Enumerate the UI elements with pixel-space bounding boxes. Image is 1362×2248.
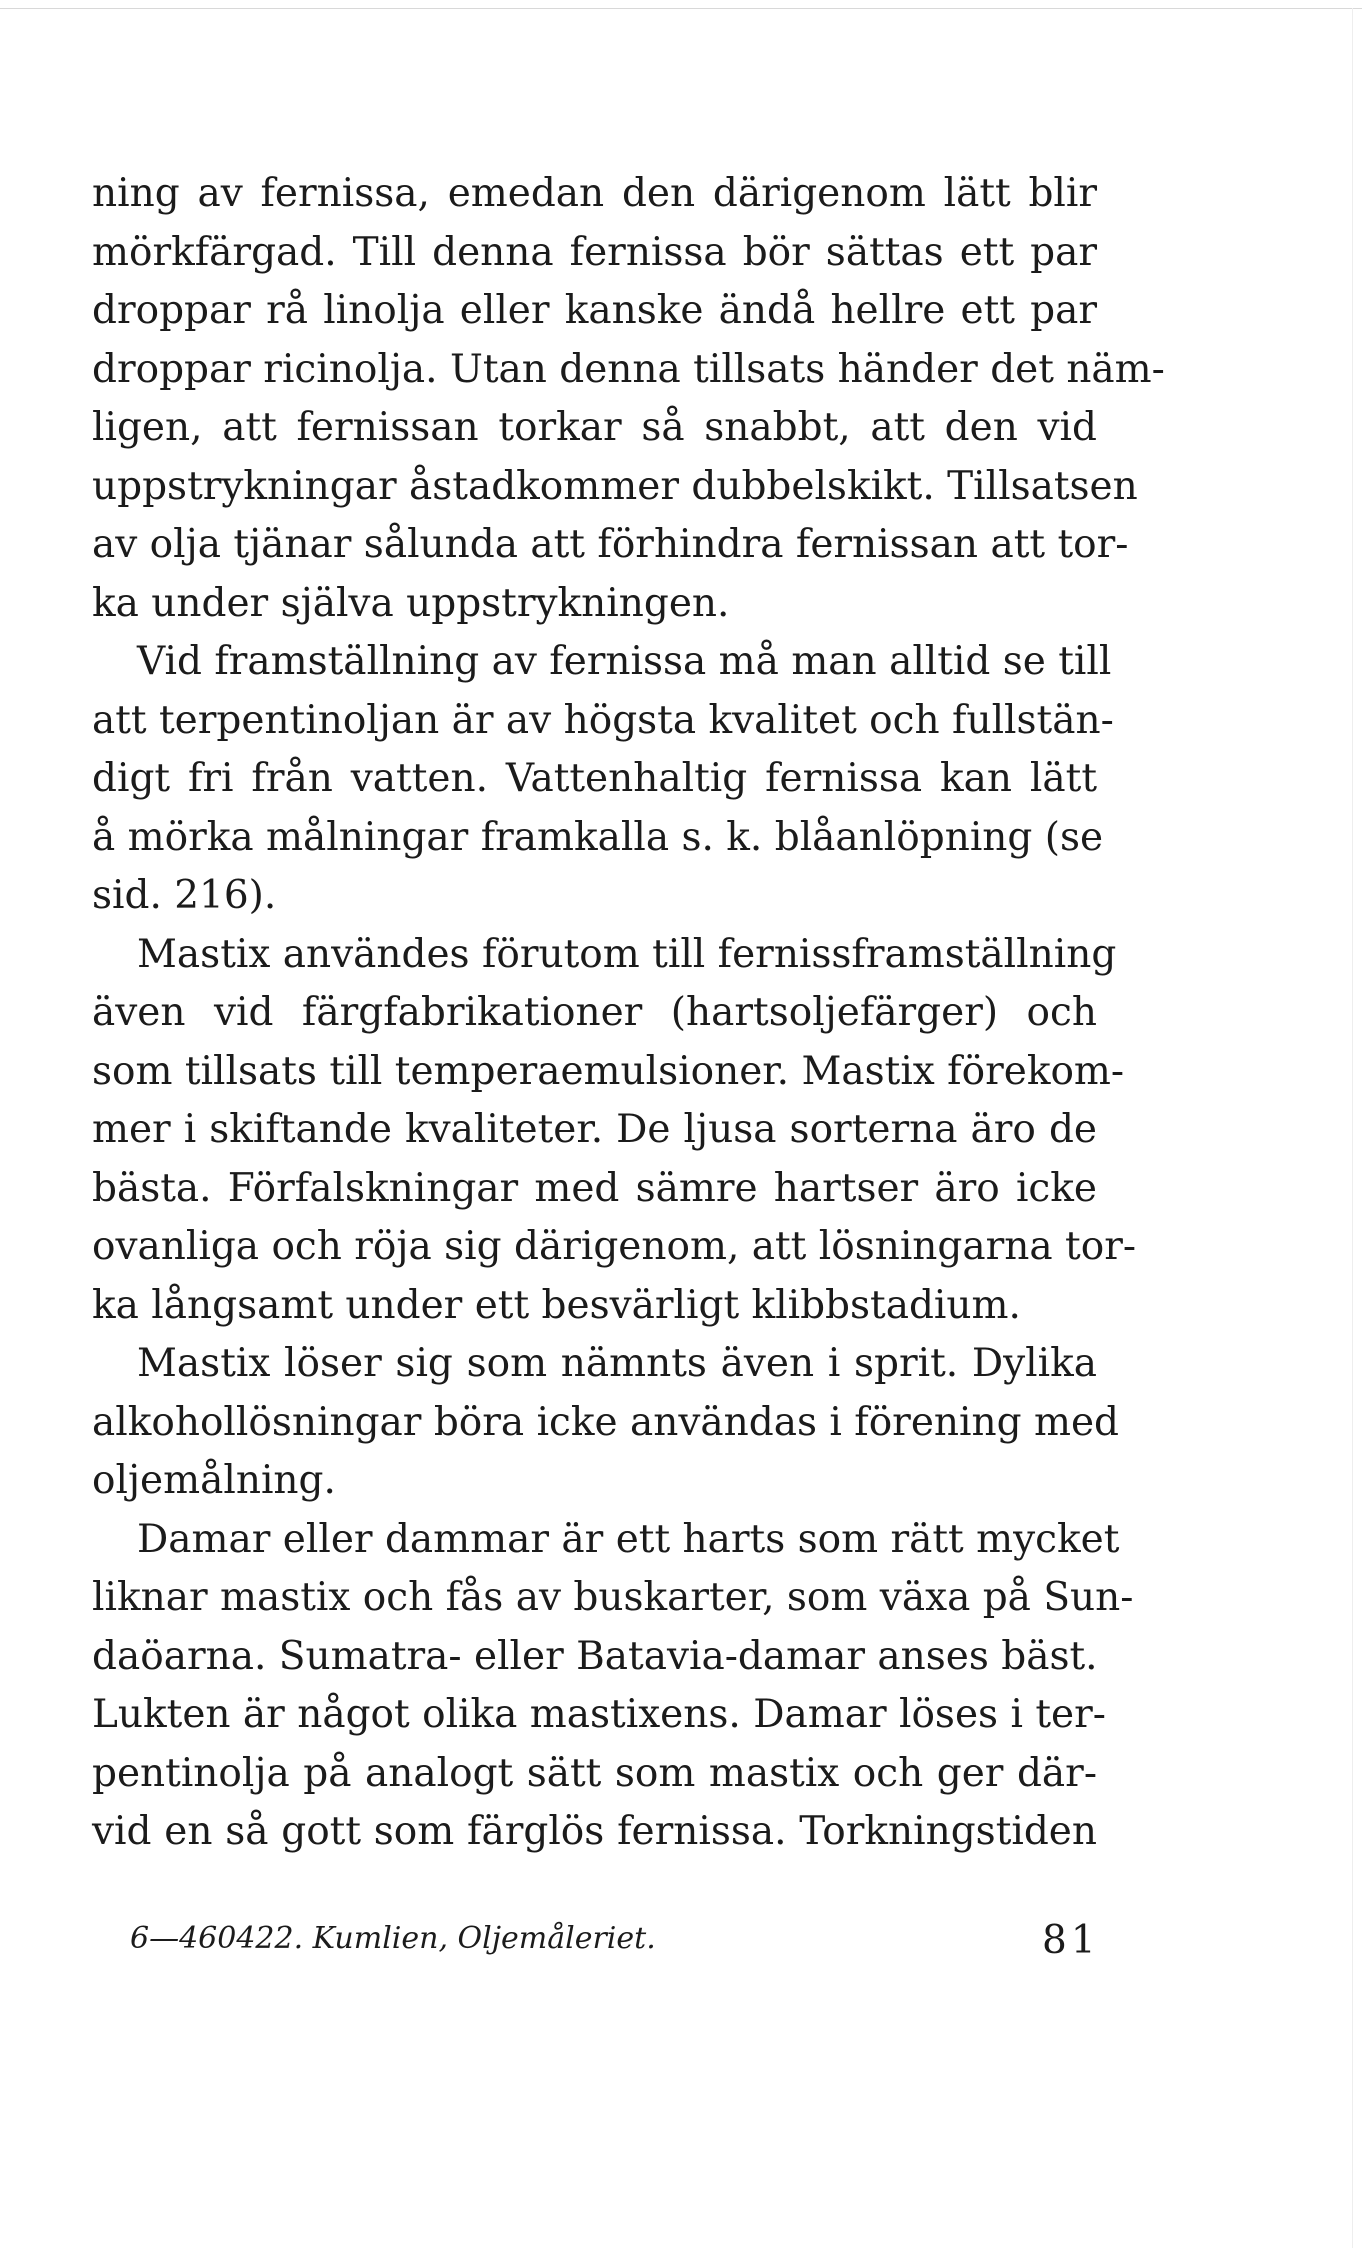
text-line: Damar eller dammar är ett harts som rätt mycket (137, 1516, 1120, 1562)
text-line: droppar ricinolja. Utan denna tillsats händer det näm- (92, 346, 1165, 392)
right-edge-rule (1352, 8, 1353, 2248)
text-line: pentinolja på analogt sätt som mastix och ger där- (92, 1750, 1097, 1796)
text-line: alkohollösningar böra icke användas i förening med (92, 1399, 1120, 1445)
text-line: sid. 216). (92, 873, 277, 918)
text-line: liknar mastix och fås av buskarter, som växa på Sun- (92, 1575, 1134, 1620)
text-line: att terpentinoljan är av högsta kvalitet och fullstän- (92, 697, 1114, 743)
text-line: daöarna. Sumatra- eller Batavia-damar anses bäst. (92, 1633, 1098, 1679)
text-line: mörkfärgad. Till denna fernissa bör sättas ett par (92, 229, 1097, 275)
text-line: mer i skiftande kvaliteter. De ljusa sorterna äro de (92, 1107, 1097, 1152)
text-line: uppstrykningar åstadkommer dubbelskikt. Tillsatsen (92, 463, 1138, 509)
text-line: även vid färgfabrikationer (hartsoljefärger) och (92, 990, 1097, 1035)
text-line: å mörka målningar framkalla s. k. blåanlöpning (se (92, 814, 1104, 860)
text-line: bästa. Förfalskningar med sämre hartser äro icke (92, 1165, 1097, 1211)
text-line: ligen, att fernissan torkar så snabbt, att den vid (92, 405, 1097, 450)
text-line: Vid framställning av fernissa må man alltid se till (137, 639, 1112, 684)
text-line: Lukten är något olika mastixens. Damar löses i ter- (92, 1692, 1106, 1737)
text-line: Mastix användes förutom till fernissframställning (137, 931, 1117, 977)
text-line: vid en så gott som färglös fernissa. Torkningstiden (92, 1809, 1097, 1854)
text-line: digt fri från vatten. Vattenhaltig fernissa kan lätt (92, 756, 1097, 801)
page-footer: 6—460422. Kumlien, Oljemåleriet. (130, 1921, 656, 1956)
text-line: oljemålning. (92, 1458, 336, 1503)
text-line: Mastix löser sig som nämnts även i sprit. Dylika (137, 1341, 1097, 1386)
text-line: som tillsats till temperaemulsioner. Mastix förekom- (92, 1048, 1125, 1094)
text-line: ovanliga och röja sig därigenom, att lösningarna tor- (92, 1224, 1137, 1269)
text-line: droppar rå linolja eller kanske ändå hellre ett par (92, 288, 1097, 333)
text-line: av olja tjänar sålunda att förhindra fernissan att tor- (92, 522, 1129, 567)
text-line: ka under själva uppstrykningen. (92, 580, 730, 626)
text-line: ning av fernissa, emedan den därigenom lätt blir (92, 171, 1097, 216)
top-edge-rule (0, 8, 1362, 9)
page-number: 81 (1042, 1918, 1100, 1963)
text-line: ka långsamt under ett besvärligt klibbstadium. (92, 1282, 1021, 1328)
